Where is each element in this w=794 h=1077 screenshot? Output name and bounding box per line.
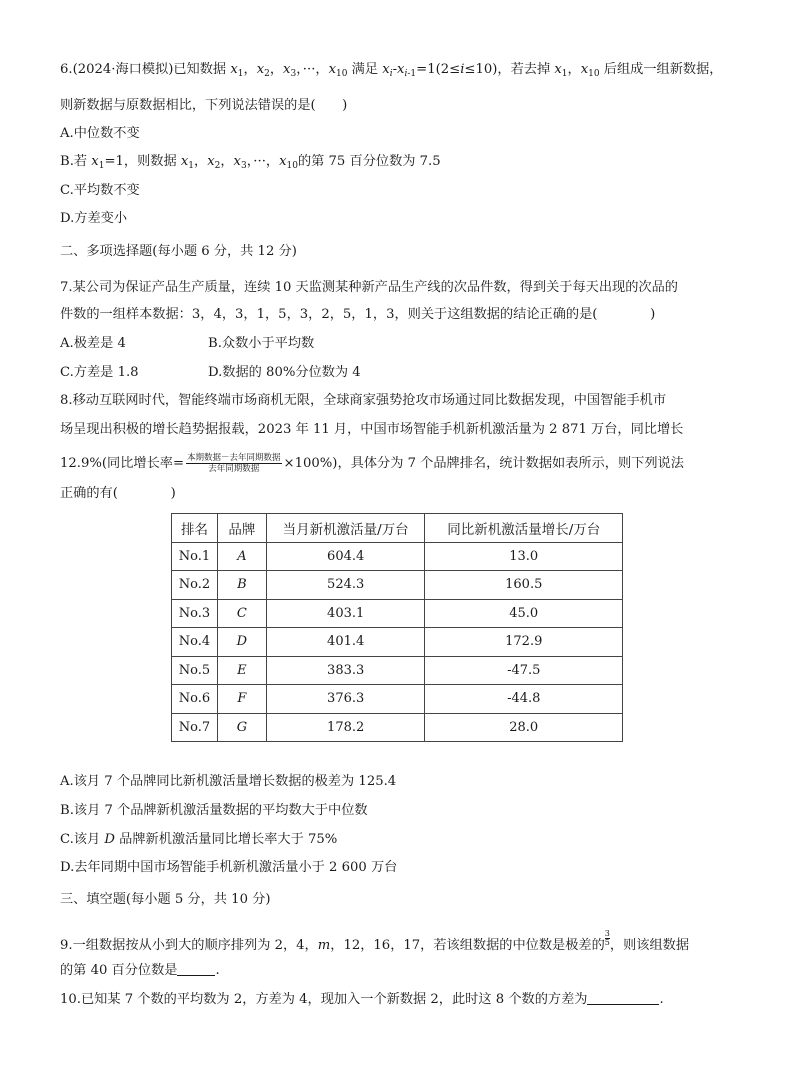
growth-cell: 13.0: [425, 542, 623, 571]
q7-stem-line-1: 7.某公司为保证产品生产质量，连续 10 天监测某种新产品生产线的次品件数，得到关于每天出现的次品的: [60, 280, 678, 295]
q9-stem-line-2: 的第 40 百分位数是 .: [60, 963, 220, 978]
rank-cell: No.4: [172, 628, 218, 657]
header-brand: 品牌: [217, 514, 266, 543]
header-monthly-activation: 当月新机激活量/万台: [266, 514, 425, 543]
q7-stem-line-2: 件数的一组样本数据：3，4，3，1，5，3，2，5，1，3，则关于这组数据的结论正确的是( ): [60, 307, 656, 322]
q8-option-b: B.该月 7 个品牌新机激活量数据的平均数大于中位数: [60, 803, 368, 818]
brand-cell: A: [217, 542, 266, 571]
table-row: [172, 656, 623, 685]
activation-cell: 383.3: [266, 656, 425, 685]
q6-option-d: D.方差变小: [60, 211, 128, 226]
q6-option-c: C.平均数不变: [60, 183, 140, 198]
q7-option-c: C.方差是 1.8: [60, 365, 139, 380]
brand-cell: C: [217, 599, 266, 628]
rank-cell: No.6: [172, 685, 218, 714]
table-row: [172, 542, 623, 571]
q8-option-a: A.该月 7 个品牌同比新机激活量增长数据的极差为 125.4: [60, 774, 397, 789]
q10-stem-line-1: 10.已知某 7 个数的平均数为 2，方差为 4，现加入一个新数据 2，此时这 8 个数的方差为 .: [60, 992, 664, 1007]
header-yoy-growth: 同比新机激活量增长/万台: [425, 514, 623, 543]
rank-cell: No.5: [172, 656, 218, 685]
brand-cell: B: [217, 571, 266, 600]
q7-option-b: B.众数小于平均数: [208, 336, 315, 351]
activation-cell: 178.2: [266, 713, 425, 742]
table-row: [172, 685, 623, 714]
growth-cell: 28.0: [425, 713, 623, 742]
activation-cell: 376.3: [266, 685, 425, 714]
q6-stem-line-2: 则新数据与原数据相比，下列说法错误的是( ): [60, 98, 348, 113]
rank-cell: No.1: [172, 542, 218, 571]
brand-cell: G: [217, 713, 266, 742]
rank-cell: No.2: [172, 571, 218, 600]
section-multiple-choice-heading: 二、多项选择题(每小题 6 分，共 12 分): [60, 244, 297, 259]
brand-cell: E: [217, 656, 266, 685]
section-fill-in-heading: 三、填空题(每小题 5 分，共 10 分): [60, 892, 271, 907]
growth-rate-fraction: $\frac{\text{本期数据－去年同期数据}}{\text{去年同期数据}}$: [187, 453, 281, 474]
q8-option-d: D.去年同期中国市场智能手机新机激活量小于 2 600 万台: [60, 860, 398, 875]
three-fifths-fraction: $\frac{3}{5}$: [604, 929, 610, 947]
table-header-row: [172, 514, 623, 543]
brand-cell: F: [217, 685, 266, 714]
q8-option-c: C.该月 D 品牌新机激活量同比增长率大于 75%: [60, 832, 338, 847]
q8-stem-line-4: 正确的有( ): [60, 486, 176, 501]
header-rank: 排名: [172, 514, 218, 543]
rank-cell: No.3: [172, 599, 218, 628]
q8-stem-line-2: 场呈现出积极的增长趋势据报载，2023 年 11 月，中国市场智能手机新机激活量为 2 871 万台，同比增长: [60, 422, 684, 437]
table-row: [172, 713, 623, 742]
answer-blank[interactable]: [177, 961, 215, 976]
growth-cell: 45.0: [425, 599, 623, 628]
q6-option-b: B.若 $x_1=1$，则数据 $x_1$，$x_2$，$x_3$，···，$x_{10}$的第 75 百分位数为 7.5: [60, 154, 441, 171]
table-row: [172, 571, 623, 600]
q7-option-d: D.数据的 80%分位数为 4: [208, 365, 361, 380]
growth-cell: -47.5: [425, 656, 623, 685]
brand-cell: D: [217, 628, 266, 657]
growth-cell: -44.8: [425, 685, 623, 714]
answer-blank[interactable]: [587, 990, 659, 1005]
growth-cell: 172.9: [425, 628, 623, 657]
rank-cell: No.7: [172, 713, 218, 742]
q9-stem-line-1: 9.一组数据按从小到大的顺序排列为 2，4，m，12，16，17，若该组数据的中位数是极差的 $\frac{3}{5}$ ，则该组数据: [60, 929, 690, 953]
activation-cell: 524.3: [266, 571, 425, 600]
table-row: [172, 628, 623, 657]
q6-stem-line-1: 6.(2024·海口模拟)已知数据 $x_1$，$x_2$，$x_3$，···，$x_{10}$ 满足 $x_i-x_{i-1}=1(2\le i\le 10)$，若去掉 $x_1$，$x_{10}$ 后组成一组新数据，: [60, 62, 723, 79]
brand-activation-table: [171, 513, 623, 742]
activation-cell: 403.1: [266, 599, 425, 628]
activation-cell: 604.4: [266, 542, 425, 571]
q8-stem-line-1: 8.移动互联网时代，智能终端市场商机无限，全球商家强势抢攻市场通过同比数据发现，中国智能手机市: [60, 393, 667, 408]
q7-option-a: A.极差是 4: [60, 336, 126, 351]
table-row: [172, 599, 623, 628]
q6-option-a: A.中位数不变: [60, 126, 140, 141]
activation-cell: 401.4: [266, 628, 425, 657]
q8-stem-line-3: 12.9%(同比增长率= $\frac{\text{本期数据－去年同期数据}}{\text{去年同期数据}}$ ×100%)，具体分为 7 个品牌排名，统计数据如表所示，则下列说法: [60, 453, 684, 474]
growth-cell: 160.5: [425, 571, 623, 600]
